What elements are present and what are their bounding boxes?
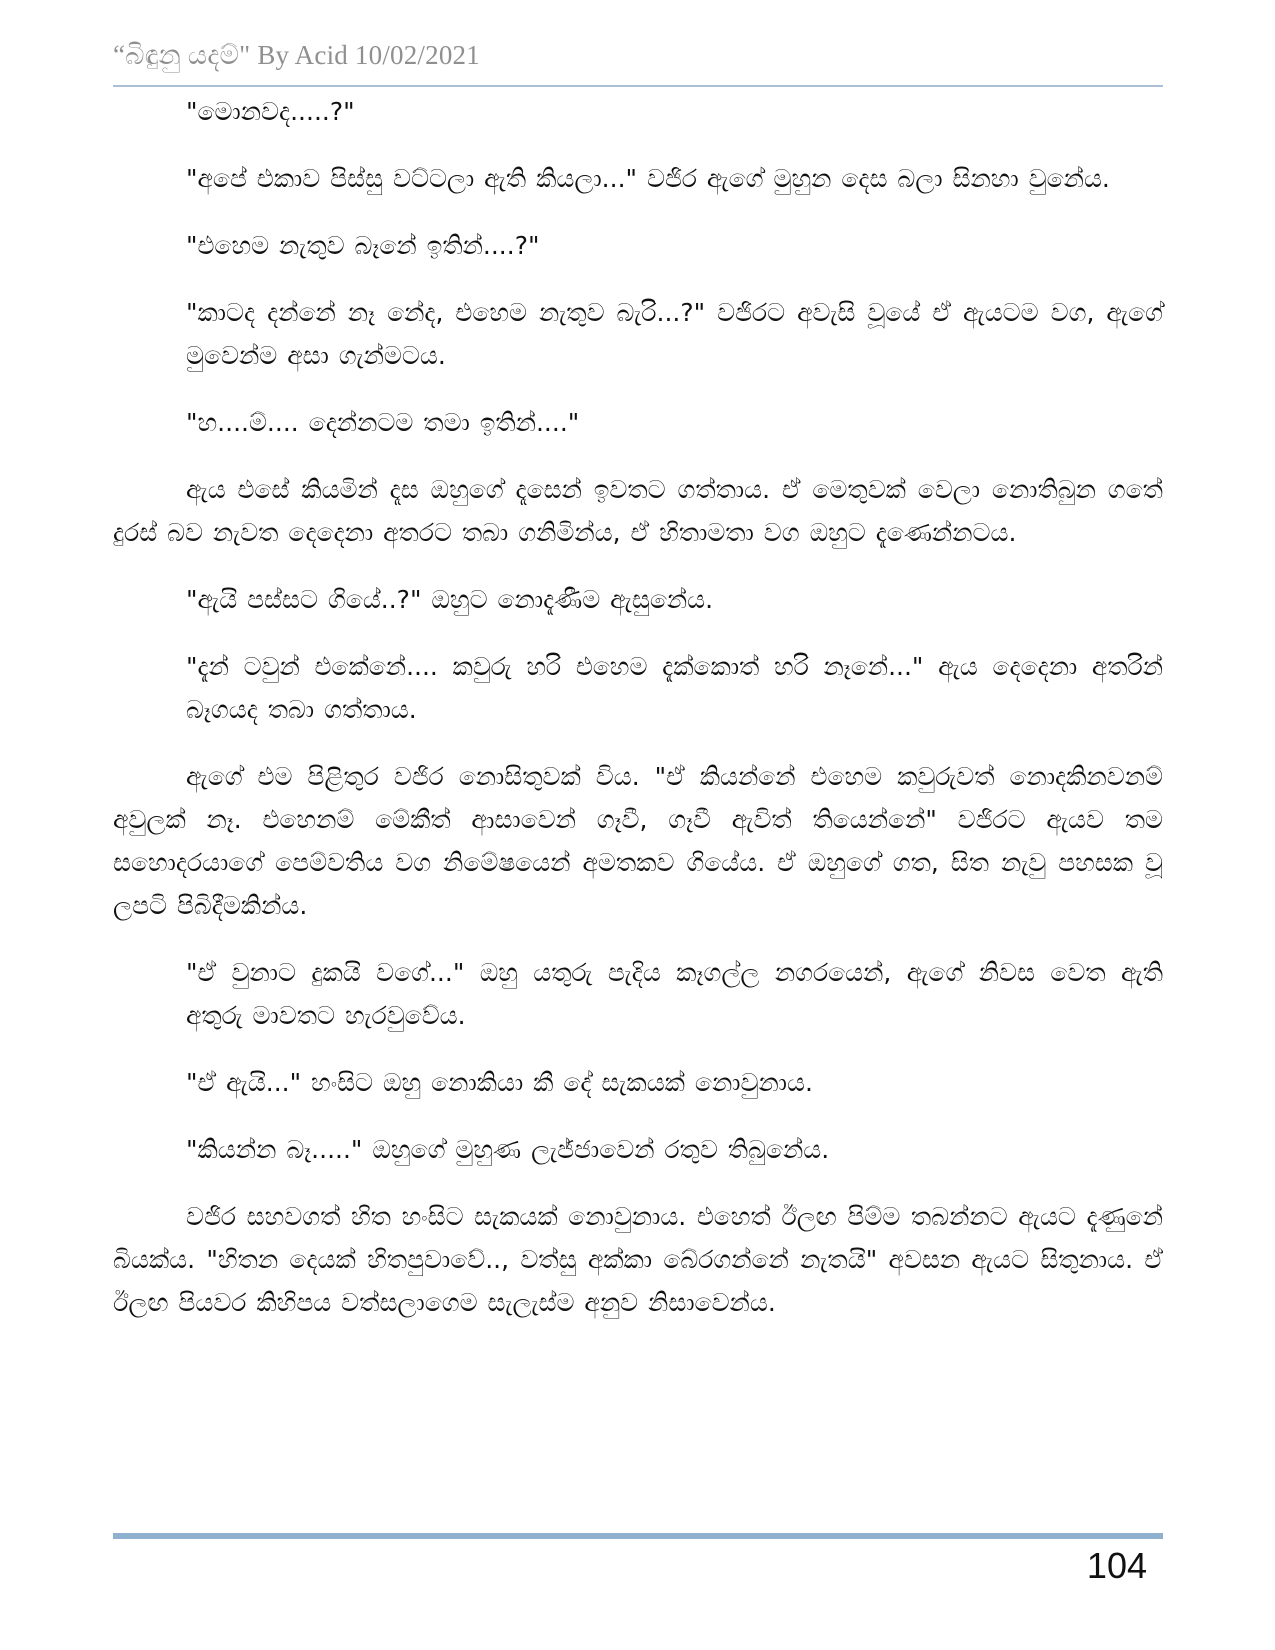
paragraph: "කාටද දන්නේ නෑ නේද, එහෙම නැතුව බැරි...?" වජිරට අවැසි වූයේ ඒ ඇයටම වග, ඇගේ මුවෙන්ම අසා ගැන්මටය.	[186, 298, 1163, 370]
paragraph: "අපේ එකාව පිස්සු වට්ටලා ඇති කියලා..." වජිර ඇගේ මුහුන දෙස බලා සිනහා වුනේය.	[186, 164, 1110, 193]
page-number: 104	[1086, 1545, 1147, 1586]
paragraph: "ඒ වුනාට දුකයි වගේ..." ඔහු යතුරු පැදිය කෑගල්ල නගරයෙන්, ඇගේ නිවස වෙත ඇති අතුරු මාවතට හැරවුවේය.	[186, 958, 1163, 1030]
paragraph: ඇය එසේ කියමින් දෑස ඔහුගේ දෑසෙන් ඉවතට ගත්තාය. ඒ මෙතුවක් වෙලා නොතිබුන ගතේ දුරස් බව නැවත දෙදෙනා අතරට තබා ගනිමින්ය, ඒ හිතාමතා වග ඔහුට දැණෙන්නටය.	[113, 475, 1163, 547]
paragraph: "ඇයි පස්සට ගියේ..?" ඔහුට නොදැණීම ඇසුනේය.	[186, 585, 714, 614]
paragraph: "හ....ම්.... දෙන්නටම තමා ඉතින්...."	[186, 408, 580, 437]
paragraph: වජිර සහවගත් හිත හංසිට සැකයක් නොවුනාය. එහෙත් ඊලඟ පිම්ම තබන්නට ඇයට දැණුනේ බියක්ය. "හිතන දෙයක් හිතපුවාවේ.., වත්සු අක්කා බේරගන්නේ නැතයි" අවසන ඇයට සිතුනාය. ඒ ඊලඟ පියවර කිහිපය වත්සලාගෙම සැලැස්ම අනුව නිසාවෙන්ය.	[113, 1202, 1163, 1317]
paragraph: "කියන්න බෑ....." ඔහුගේ මුහුණ ලැජ්ජාවෙන් රතුව තිබුනේය.	[186, 1135, 830, 1164]
paragraph: ඇගේ එම පිළිතුර වජිර නොසිතුවක් විය. "ඒ කියන්නේ එහෙම කවුරුවත් නොදකිනවනම් අවුලක් නෑ. එහෙනම් මේකීත් ආසාවෙන් ගෑවී, ගෑවී ඇවිත් තියෙන්නේ" වජිරට ඇයව තම සහොදරයාගේ පෙම්වතිය වග නිමේෂයෙන් අමතකව ගියේය. ඒ ඔහුගේ ගත, සිත නැවු පහසක වූ ලපටි පිබිදීමකින්ය.	[113, 762, 1163, 920]
paragraph: "මොනවද.....?"	[186, 97, 355, 126]
paragraph: "ඒ ඇයි..." හංසිට ඔහු නොකියා කී දේ සැකයක් නොවුනාය.	[186, 1068, 813, 1097]
paragraph: "එහෙම නැතුව බෑනේ ඉතින්....?"	[186, 231, 540, 260]
header-divider	[113, 85, 1163, 87]
page-body	[113, 90, 1163, 1348]
footer-divider	[113, 1533, 1163, 1539]
running-header: “බිඳුනු යදම්" By Acid 10/02/2021	[113, 40, 480, 70]
paragraph: "දැන් ටවුන් එකේනේ.... කවුරු හරි එහෙම දැක්කොත් හරි නෑනේ..." ඇය දෙදෙනා අතරින් බෑගයද තබා ගත්තාය.	[186, 652, 1163, 724]
